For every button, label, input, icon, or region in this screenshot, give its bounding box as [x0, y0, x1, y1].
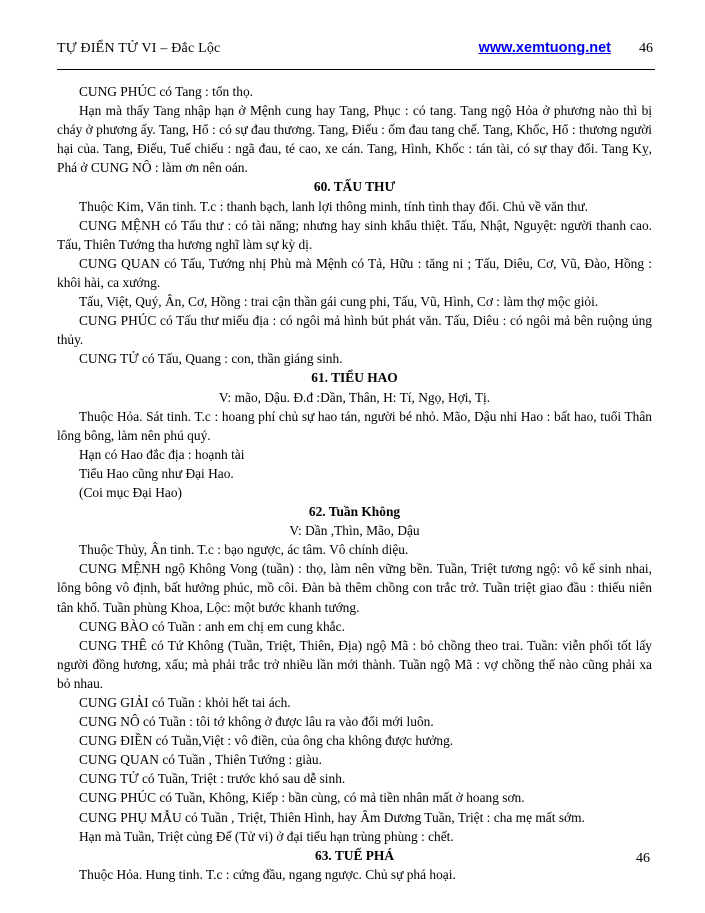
footer-page-number: 46 [636, 851, 650, 866]
header-right [479, 40, 653, 57]
header-divider [57, 69, 655, 70]
centered-line: V: Dần ,Thìn, Mão, Dậu [289, 523, 420, 539]
body-paragraph: Tiểu Hao cũng như Đại Hao. [79, 465, 234, 481]
section-heading: 63. TUẾ PHÁ [315, 847, 394, 863]
section-heading: 62. Tuần Không [308, 504, 401, 520]
body-paragraph: Tấu, Việt, Quý, Ân, Cơ, Hồng : trai cận thần gái cung phi, Tấu, Vũ, Hình, Cơ : làm thợ mộc giỏi. [79, 294, 599, 310]
body-paragraph: CUNG MỆNH có Tấu thư : có tài năng; nhưng hay sinh khẩu thiệt. Tấu, Nhật, Nguyệt: người thanh cao. Tấu, Thiên Tướng tha hương nghĩ làm sự kỳ dị. [57, 217, 652, 252]
body-paragraph: CUNG PHÚC có Tang : tổn thọ. [79, 84, 254, 99]
body-paragraph: Thuộc Hỏa. Sát tinh. T.c : hoang phí chủ sự hao tán, người bé nhỏ. Mão, Dậu nhi Hao : bất hao, tuổi Thân lông bông, làm nên phú quý. [57, 408, 652, 443]
body-paragraph: Hạn có Hao đắc địa : hoạnh tài [79, 446, 245, 462]
body-paragraph: CUNG TỬ có Tấu, Quang : con, thần giáng sinh. [79, 351, 343, 367]
body-paragraph: CUNG TỬ có Tuần, Triệt : trước khó sau dễ sinh. [79, 771, 346, 787]
body-paragraph: CUNG QUAN có Tấu, Tướng nhị Phù mà Mệnh có Tả, Hữu : tăng ni ; Tấu, Diêu, Cơ, Vũ, Đào, Hồng : khôi hài, ca xướng. [57, 255, 652, 290]
body-paragraph: Thuộc Kim, Văn tinh. T.c : thanh bạch, lanh lợi thông minh, tính tình thay đổi. Chủ về văn thư. [79, 198, 588, 214]
body-paragraph: CUNG PHỤ MẪU có Tuần , Triệt, Thiên Hình, hay Âm Dương Tuần, Triệt : cha mẹ mất sớm. [79, 809, 585, 825]
section-heading: 60. TẤU THƯ [313, 179, 396, 195]
body-paragraph: Thuộc Hỏa. Hung tinh. T.c : cứng đầu, ngang ngược. Chủ sự phá hoại. [79, 866, 456, 882]
body-paragraph: Thuộc Thủy, Ân tinh. T.c : bạo ngược, ác tâm. Vô chính diệu. [79, 542, 409, 558]
body-paragraph: CUNG BÀO có Tuần : anh em chị em cung khắc. [79, 618, 345, 634]
body-paragraph: CUNG NÔ có Tuần : tôi tớ không ở được lâu ra vào đổi mới luôn. [79, 714, 434, 730]
website-link[interactable]: www.xemtuong.net [478, 40, 611, 56]
body-paragraph: CUNG ĐIỀN có Tuần,Việt : vô điền, của ông cha không được hưởng. [79, 733, 454, 749]
body-paragraph: Hạn mà Tuần, Triệt củng Đế (Tử vi) ở đại tiểu hạn trùng phùng : chết. [79, 828, 454, 844]
header-page-number: 46 [639, 41, 653, 56]
body-paragraph: CUNG QUAN có Tuần , Thiên Tướng : giàu. [79, 752, 322, 768]
document-title: TỰ ĐIỂN TỬ VI – Đắc Lộc [57, 41, 221, 56]
centered-line: V: mão, Dậu. Đ.đ :Dần, Thân, H: Tí, Ngọ, Hợi, Tị. [218, 389, 491, 405]
body-paragraph: CUNG PHÚC có Tấu thư miếu địa : có ngôi mả hình bút phát văn. Tấu, Diêu : có ngôi mả bên ruộng úng thủy. [57, 313, 652, 348]
body-paragraph: Hạn mà thấy Tang nhập hạn ở Mệnh cung hay Tang, Phục : có tang. Tang ngộ Hỏa ở phương nào thì bị cháy ở phương ấy. Tang, Hổ : có sự đau thương. Tang, Điếu : ốm đau tang chế. Tang, Khốc, Hổ : thương người hại của. Tang, Điếu, Tuế chiếu : ngã đau, té cao, xe cán. Tang, Hình, Khốc : tán tài, có sự thay đổi. Tang Kỵ, Phá ở CUNG NÔ : làm ơn nên oán. [57, 103, 652, 176]
page-header [57, 40, 653, 57]
body-paragraph: CUNG GIẢI có Tuần : khỏi hết tai ách. [79, 695, 291, 710]
document-body [57, 82, 652, 884]
body-paragraph: CUNG THÊ có Tứ Không (Tuần, Triệt, Thiên, Địa) ngộ Mã : bỏ chồng theo trai. Tuần: viễn phối tốt lấy người đồng hương, xấu; mà phải trắc trở nhiều lần mới thành. Tuần ngộ Mã : vợ chồng thế nào cũng phải xa bỏ nhau. [57, 637, 652, 691]
body-paragraph: CUNG PHÚC có Tuần, Không, Kiếp : bần cùng, có mả tiền nhân mất ở hoang sơn. [79, 790, 525, 806]
body-paragraph: (Coi mục Đại Hao) [79, 484, 183, 500]
section-heading: 61. TIỂU HAO [311, 370, 398, 386]
body-paragraph: CUNG MỆNH ngộ Không Vong (tuần) : thọ, làm nên vững bền. Tuần, Triệt tương ngộ: vô kế sinh nhai, lông bông vô định, bất hưởng phúc, mồ côi. Đàn bà thêm chồng con trắc trở. Tuần triệt giao đầu : thiếu niên tân khổ. Tuần phùng Khoa, Lộc: một bước khanh tướng. [57, 561, 652, 615]
